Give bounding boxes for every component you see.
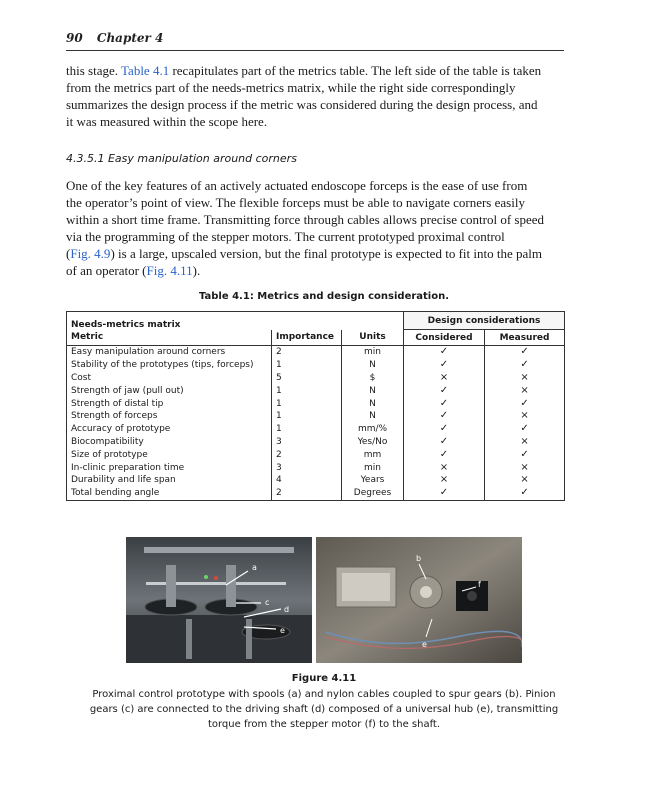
cell-metric: Accuracy of prototype [71,424,171,435]
table-row [67,436,565,449]
cell-importance: 3 [272,461,342,474]
cell-considered: × [404,461,485,474]
text-line: from the metrics part of the needs-metrics matrix, while the right side correspondingly [66,80,516,95]
cell-metric: Easy manipulation around corners [71,347,226,358]
cell-metric: In-clinic preparation time [71,462,185,473]
table-row [67,372,565,385]
fig-4-11-link[interactable]: Fig. 4.11 [146,263,193,278]
metrics-table [66,311,564,501]
label-d: d [284,605,290,614]
cell-measured: × [485,436,565,449]
cell-considered: ✓ [404,423,485,436]
cell-metric: Strength of forceps [71,411,158,422]
cell-metric: Strength of distal tip [71,398,164,409]
table-row [67,410,565,423]
cell-measured: × [485,384,565,397]
label-e-right: e [422,640,427,649]
col-header-importance: Importance [272,330,342,346]
header-rule [66,50,564,51]
cell-metric: Biocompatibility [71,436,144,447]
table-row [67,423,565,436]
cell-units: mm/% [342,423,404,436]
cell-units: $ [342,372,404,385]
cell-importance: 2 [272,346,342,359]
cell-measured: × [485,474,565,487]
cell-importance: 5 [272,372,342,385]
cell-considered: ✓ [404,359,485,372]
prototype-photo [126,537,522,663]
figure-caption [66,687,582,732]
text-line: (Fig. 4.9) is a large, upscaled version, but the final prototype is expected to fit into the palm [66,246,542,261]
cell-measured: ✓ [485,423,565,436]
table-row [67,384,565,397]
cell-importance: 2 [272,448,342,461]
cell-considered: ✓ [404,410,485,423]
cell-considered: ✓ [404,397,485,410]
cell-units: N [342,397,404,410]
fig-4-9-link[interactable]: Fig. 4.9 [70,246,111,261]
group-header-design: Design considerations [404,312,565,330]
cell-importance: 1 [272,410,342,423]
cell-considered: ✓ [404,346,485,359]
text-line: the operator’s point of view. The flexible forceps must be able to navigate corners easily [66,195,525,210]
table-row [67,461,565,474]
cell-importance: 1 [272,384,342,397]
table-row [67,487,565,500]
paragraph-corners [66,177,566,279]
label-c: c [265,598,270,607]
cell-importance: 4 [272,474,342,487]
table-row [67,474,565,487]
cell-measured: ✓ [485,397,565,410]
table-row [67,359,565,372]
cell-units: Degrees [342,487,404,500]
text-line: it was measured within the scope here. [66,114,268,129]
paragraph-intro [66,62,566,130]
cell-considered: ✓ [404,384,485,397]
label-a: a [252,563,257,572]
chapter-title: Chapter 4 [96,31,164,45]
cell-units: N [342,359,404,372]
cell-measured: ✓ [485,448,565,461]
text-line: this stage. Table 4.1 recapitulates part of the metrics table. The left side of the table is taken [66,63,542,78]
cell-importance: 1 [272,397,342,410]
text-line: via the programming of the stepper motors. The current prototyped proximal control [66,229,505,244]
cell-measured: × [485,410,565,423]
cell-metric: Stability of the prototypes (tips, forceps) [71,360,254,371]
cell-metric: Durability and life span [71,475,176,486]
cell-considered: ✓ [404,487,485,500]
table-row [67,346,565,359]
cell-units: N [342,384,404,397]
cell-units: mm [342,448,404,461]
table-row [67,397,565,410]
cell-units: Years [342,474,404,487]
col-header-considered: Considered [404,330,485,346]
cell-considered: ✓ [404,448,485,461]
col-header-units: Units [342,330,404,346]
cell-units: N [342,410,404,423]
cell-metric: Cost [71,372,92,383]
label-e-left: e [280,626,285,635]
cell-importance: 1 [272,423,342,436]
cell-measured: ✓ [485,359,565,372]
table-row [67,448,565,461]
left-photo [126,537,312,663]
cell-units: min [342,346,404,359]
text-line: One of the key features of an actively actuated endoscope forceps is the ease of use from [66,178,528,193]
table-caption: Table 4.1: Metrics and design consideration. [198,291,450,302]
cell-measured: × [485,372,565,385]
cell-considered: × [404,372,485,385]
text-line: summarizes the design process if the metric was considered during the design process, and [66,97,538,112]
col-header-measured: Measured [485,330,565,346]
running-head [66,31,564,45]
cell-metric: Strength of jaw (pull out) [71,385,184,396]
cell-considered: × [404,474,485,487]
cell-importance: 3 [272,436,342,449]
text-line: of an operator (Fig. 4.11). [66,263,201,278]
figure-4-11 [126,537,522,663]
group-header-needs: Needs-metrics matrix [71,319,181,330]
right-photo [316,537,522,663]
table-body [67,346,565,501]
cell-considered: ✓ [404,436,485,449]
label-b: b [416,554,422,563]
page-number: 90 [66,31,83,45]
caption-line: torque from the stepper motor (f) to the shaft. [207,719,441,730]
cell-units: min [342,461,404,474]
cell-measured: × [485,461,565,474]
cell-metric: Size of prototype [71,449,148,460]
cell-importance: 2 [272,487,342,500]
table-4-1-link[interactable]: Table 4.1 [121,63,170,78]
cell-measured: ✓ [485,487,565,500]
caption-line: gears (c) are connected to the driving shaft (d) composed of a universal hub (e), transmitting [89,704,559,715]
section-heading: 4.3.5.1 Easy manipulation around corners [66,152,297,165]
caption-line: Proximal control prototype with spools (a) and nylon cables coupled to spur gears (b). Pinion [92,689,556,700]
cell-importance: 1 [272,359,342,372]
text-line: within a short time frame. Transmitting force through cables allows precise control of speed [66,212,544,227]
col-header-metric: Metric [67,330,272,346]
cell-measured: ✓ [485,346,565,359]
figure-caption-title: Figure 4.11 [291,673,357,684]
cell-metric: Total bending angle [71,488,160,499]
label-f: f [478,580,481,589]
cell-units: Yes/No [342,436,404,449]
